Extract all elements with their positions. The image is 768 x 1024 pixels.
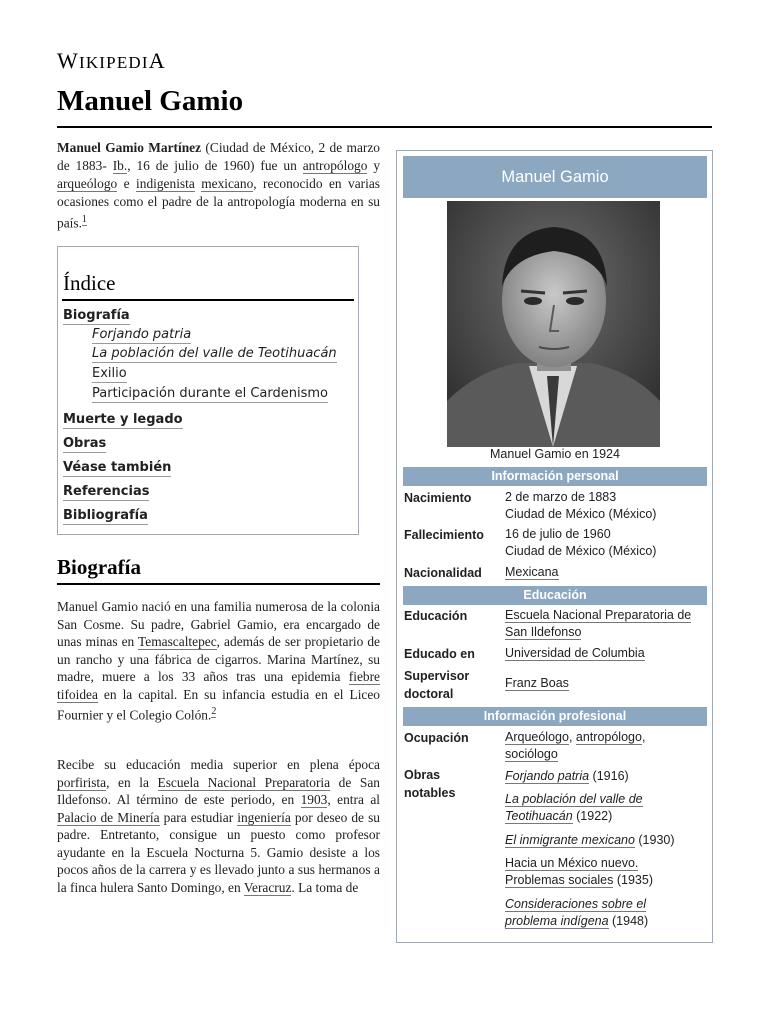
notable-work-3[interactable]: El inmigrante mexicano (1930) [505,833,675,847]
link-temascaltepec[interactable]: Temascaltepec [138,634,217,649]
link-porfirista[interactable]: porfirista [57,774,107,790]
link-occupation-antropologo[interactable]: antropólogo [575,730,642,744]
nationality-label: Nacionalidad [404,566,482,580]
toc-item-obras[interactable]: Obras [63,436,107,451]
toc-title: Índice [63,271,116,295]
education-label: Educación [404,609,468,623]
notable-work-2[interactable]: La población del valle de Teotihuacán (1922) [505,792,643,823]
infobox-title: Manuel Gamio [403,156,707,198]
toc-item-biografia[interactable]: Biografía [63,308,130,323]
section-education: Educación [403,586,707,605]
toc-item-muerte-legado[interactable]: Muerte y legado [63,412,183,427]
section-professional: Información profesional [403,707,707,726]
toc-item-exilio[interactable]: Exilio [92,366,127,381]
reference-2[interactable]: 2 [211,706,217,717]
link-occupation-arqueologo[interactable]: Arqueólogo [505,730,569,744]
section-personal: Información personal [403,467,707,486]
notable-work-5[interactable]: Consideraciones sobre el problema indígena (1948) [505,897,649,928]
reference-1[interactable]: 1 [81,214,87,225]
toc-item-vease-tambien[interactable]: Véase también [63,460,172,475]
death-value: 16 de julio de 1960 Ciudad de México (México) [505,527,657,558]
link-arqueologo[interactable]: arqueólogo [57,176,118,191]
supervisor-value[interactable]: Franz Boas [505,676,569,690]
table-of-contents [57,246,359,535]
link-escuela-nacional-preparatoria[interactable]: Escuela Nacional Preparatoria [157,774,331,790]
educated-in-label: Educado en [404,647,475,661]
education-value[interactable]: Escuela Nacional Preparatoria de San Ildefonso [505,608,692,639]
educated-in-value[interactable]: Universidad de Columbia [505,646,645,660]
portrait-photo[interactable] [447,201,660,447]
toc-item-forjando-patria[interactable]: Forjando patria [92,327,192,342]
link-fiebre-tifoidea[interactable]: fiebre tifoidea [57,669,380,702]
nationality-value[interactable]: Mexicana [505,565,559,579]
section-heading-biografia: Biografía [57,555,141,579]
section-divider [57,583,380,585]
link-1903[interactable]: 1903 [300,792,328,807]
supervisor-label: Supervisor doctoral [404,669,470,701]
link-veracruz[interactable]: Veracruz [243,879,292,895]
photo-caption: Manuel Gamio en 1924 [490,447,620,461]
toc-item-poblacion-teotihuacan[interactable]: La población del valle de Teotihuacán [92,346,337,361]
birth-label: Nacimiento [404,491,472,505]
notable-work-4[interactable]: Hacia un México nuevo. Problemas sociales (1935) [505,856,653,887]
toc-item-cardenismo[interactable]: Participación durante el Cardenismo [92,386,328,401]
link-ingenieria[interactable]: ingeniería [237,809,291,825]
biografia-paragraph-1: Manuel Gamio nació en una familia numerosa de la colonia San Cosme. Su padre, Gabriel Gamio, era encargado de unas minas en Temascaltepec, además de ser propietario de un rancho y una fábrica de cigarros. Marina Martínez, su madre, muere a los 33 años tras una epidemia fiebre tifoidea en la capital. En su infancia estudia en el Liceo Fournier y el Colegio Colón.$^2$ [57,599,380,723]
link-mexicano[interactable]: mexicano [201,176,254,191]
link-ib[interactable]: Ib. [112,158,128,173]
birth-value: 2 de marzo de 1883 Ciudad de México (México) [505,490,657,521]
notable-works-label: Obras notables [404,768,456,800]
title-divider [57,126,712,128]
page-title: Manuel Gamio [57,85,244,117]
link-antropologo[interactable]: antropólogo [302,158,368,173]
toc-item-bibliografia[interactable]: Bibliografía [63,508,148,523]
occupation-label: Ocupación [404,731,469,745]
wikipedia-logo[interactable]: WIKIPEDIA [57,48,166,73]
occupation-value: Arqueólogo, antropólogo, sociólogo [505,730,646,761]
biografia-paragraph-2: Recibe su educación media superior en plena época porfirista, en la Escuela Nacional Preparatoria de San Ildefonso. Al término de este periodo, en 1903, entra al Palacio de Minería para estudiar ingeniería por deseo de su padre. Entretanto, consigue un puesto como profesor ayudante en la Escuela Nocturna 5. Gamio desiste a los pocos años de la carrera y es llevado junto a sus hermanos a la finca hulera Santo Domingo, en Veracruz. La toma de [57,757,380,895]
link-occupation-sociologo[interactable]: sociólogo [505,747,558,761]
toc-divider [62,299,354,301]
lead-paragraph: Manuel Gamio Martínez (Ciudad de México, 2 de marzo de 1883- Ib., 16 de julio de 1960) fue un antropólogo y arqueólogo e indigenista mexicano, reconocido en varias ocasiones como el padre de la antropología moderna en su país.$^1$ [57,140,381,231]
toc-item-referencias[interactable]: Referencias [63,484,150,499]
infobox [396,150,713,943]
notable-work-1[interactable]: Forjando patria (1916) [505,769,629,783]
link-indigenista[interactable]: indigenista [136,176,195,191]
death-label: Fallecimiento [404,528,484,542]
link-palacio-de-mineria[interactable]: Palacio de Minería [57,809,160,825]
